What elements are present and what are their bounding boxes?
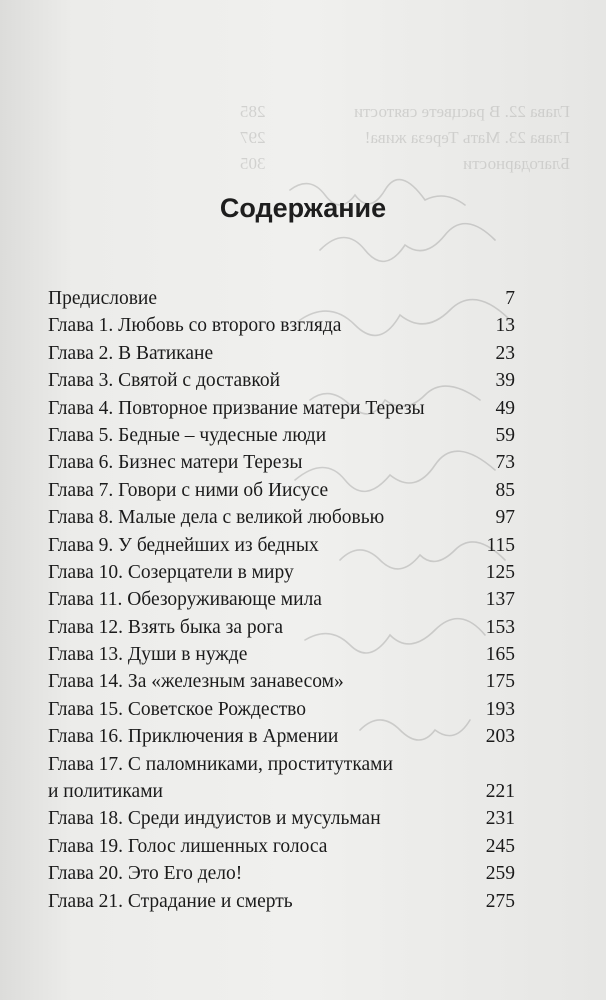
toc-entry-page: 231 [485, 808, 515, 830]
toc-entry [48, 805, 515, 832]
toc-entry [48, 422, 515, 449]
toc-entry-title: Глава 5. Бедные – чудесные люди [48, 424, 327, 446]
toc-entry-page: 125 [485, 561, 515, 583]
toc-entry-title: Глава 9. У беднейших из бедных [48, 534, 319, 556]
toc-entry [48, 696, 515, 723]
toc-entry-page: 165 [485, 644, 515, 666]
toc-entry-title: Глава 20. Это Его дело! [48, 863, 243, 885]
toc-entry [48, 532, 515, 559]
toc-entry-page: 137 [485, 589, 515, 611]
toc-entry [48, 340, 515, 367]
toc-entry-page: 115 [486, 534, 515, 556]
toc-entry [48, 449, 515, 476]
toc-entry-page: 221 [485, 781, 515, 803]
bleed-through-text: Глава 23. Мать Тереза жива! [364, 128, 570, 147]
toc-entry-title: Глава 2. В Ватикане [48, 342, 214, 364]
toc-entry-title: Предисловие [48, 288, 158, 309]
toc-entry-title: Глава 19. Голос лишенных голоса [48, 835, 328, 857]
toc-entry [48, 641, 515, 668]
toc-entry-title: и политиками [48, 781, 163, 803]
toc-entry-title: Глава 7. Говори с ними об Иисусе [48, 479, 329, 501]
toc-entry-title: Глава 15. Советское Рождество [48, 698, 307, 720]
toc-entry [48, 860, 515, 887]
toc-entry-title: Глава 10. Созерцатели в миру [48, 561, 294, 583]
table-of-contents [48, 285, 515, 915]
toc-entry-page: 7 [505, 288, 515, 309]
toc-entry-page: 175 [485, 671, 515, 693]
toc-entry-title: Глава 14. За «железным занавесом» [48, 671, 344, 693]
toc-entry [48, 559, 515, 586]
toc-entry [48, 285, 515, 312]
toc-entry-title: Глава 17. С паломниками, проститутками [48, 753, 393, 775]
toc-entry [48, 668, 515, 695]
toc-entry-title: Глава 3. Святой с доставкой [48, 370, 281, 392]
toc-entry [48, 367, 515, 394]
toc-entry-title: Глава 12. Взять быка за рога [48, 616, 284, 638]
bleed-through-page: 285 [240, 102, 266, 121]
toc-entry-page: 23 [495, 342, 515, 364]
bleed-through-line [240, 128, 570, 148]
toc-entry [48, 586, 515, 613]
toc-entry-page: 73 [495, 452, 515, 474]
toc-entry-title: Глава 18. Среди индуистов и мусульман [48, 808, 381, 830]
bleed-through-text: Благодарности [463, 154, 570, 173]
toc-entry-page: 49 [495, 397, 515, 419]
toc-entry-title: Глава 13. Души в нужде [48, 644, 248, 666]
bleed-through-page: 305 [240, 154, 266, 173]
bleed-through-line [240, 102, 570, 122]
toc-entry-title: Глава 8. Малые дела с великой любовью [48, 507, 385, 529]
toc-entry [48, 888, 515, 915]
page-title: Содержание [219, 193, 387, 223]
toc-entry-title: Глава 21. Страдание и смерть [48, 890, 293, 912]
toc-entry-page: 275 [485, 890, 515, 912]
toc-entry [48, 395, 515, 422]
toc-entry-page: 97 [495, 507, 515, 529]
toc-entry-title: Глава 16. Приключения в Армении [48, 726, 339, 748]
toc-entry [48, 312, 515, 339]
toc-entry-title: Глава 1. Любовь со второго взгляда [48, 315, 342, 337]
toc-entry-page: 193 [485, 698, 515, 720]
toc-entry-page: 13 [495, 315, 515, 337]
toc-entry-page: 85 [495, 479, 515, 501]
toc-entry-page: 259 [485, 863, 515, 885]
toc-entry [48, 477, 515, 504]
bleed-through-text: Глава 22. В расцвете святости [353, 102, 570, 121]
toc-entry-title: Глава 4. Повторное призвание матери Терезы [48, 397, 425, 419]
toc-entry-title: Глава 11. Обезоруживающе мила [48, 589, 322, 611]
toc-entry-page: 59 [495, 424, 515, 446]
toc-entry-page: 39 [495, 370, 515, 392]
bleed-through-line [240, 154, 570, 174]
toc-entry [48, 723, 515, 750]
toc-entry-title: Глава 6. Бизнес матери Терезы [48, 452, 303, 474]
bleed-through-page: 297 [240, 128, 266, 147]
toc-entry [48, 751, 515, 778]
toc-entry-page: 203 [485, 726, 515, 748]
toc-entry-continuation [48, 778, 515, 805]
toc-entry [48, 833, 515, 860]
toc-entry-page: 245 [485, 835, 515, 857]
toc-entry-page: 153 [485, 616, 515, 638]
toc-entry [48, 614, 515, 641]
toc-entry [48, 504, 515, 531]
